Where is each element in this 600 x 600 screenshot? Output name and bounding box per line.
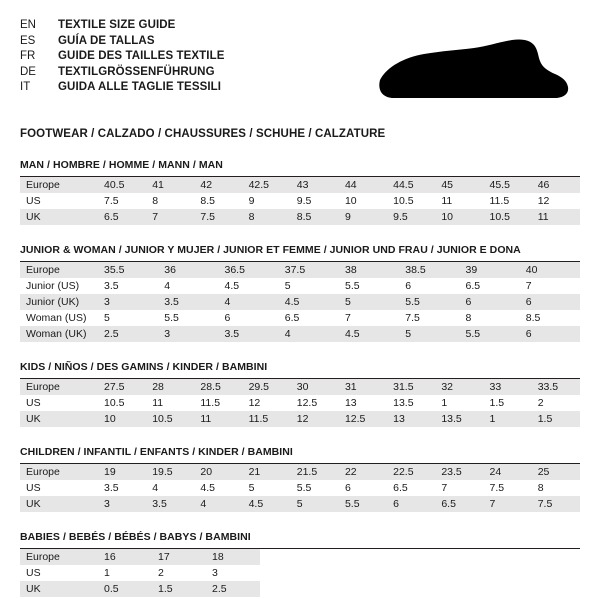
size-cell: 10.5	[98, 395, 146, 411]
size-cell: 6	[387, 496, 435, 512]
size-cell: 31.5	[387, 379, 435, 395]
size-cell: 43	[291, 177, 339, 193]
dress-shoe-icon	[372, 34, 572, 112]
size-cell: 4.5	[339, 326, 399, 342]
language-code: EN	[20, 19, 36, 31]
size-group-heading: KIDS / NIÑOS / DES GAMINS / KINDER / BAMBINI	[20, 361, 580, 379]
row-label: UK	[20, 496, 98, 512]
table-row	[20, 395, 580, 411]
size-cell: 5.5	[399, 294, 459, 310]
size-cell: 13	[339, 395, 387, 411]
size-cell: 3	[158, 326, 218, 342]
size-group	[20, 159, 580, 225]
size-cell: 21.5	[291, 464, 339, 480]
size-cell: 5.5	[158, 310, 218, 326]
size-cell: 4	[158, 278, 218, 294]
size-cell: 5	[279, 278, 339, 294]
size-cell: 5	[243, 480, 291, 496]
row-label: Europe	[20, 464, 98, 480]
size-cell: 38	[339, 262, 399, 278]
row-label: Junior (US)	[20, 278, 98, 294]
size-cell: 28.5	[194, 379, 242, 395]
size-cell: 3.5	[219, 326, 279, 342]
size-cell: 6	[339, 480, 387, 496]
size-cell: 2.5	[98, 326, 158, 342]
size-cell: 7.5	[194, 209, 242, 225]
size-tables-container	[20, 159, 580, 597]
size-cell: 35.5	[98, 262, 158, 278]
size-cell: 11	[532, 209, 580, 225]
size-table	[20, 549, 260, 597]
size-group-heading: CHILDREN / INFANTIL / ENFANTS / KINDER / BAMBINI	[20, 446, 580, 464]
size-cell: 1.5	[152, 581, 206, 597]
size-cell: 4	[146, 480, 194, 496]
size-cell: 6.5	[279, 310, 339, 326]
table-row	[20, 411, 580, 427]
size-cell: 33.5	[532, 379, 580, 395]
table-row	[20, 278, 580, 294]
size-cell: 6.5	[435, 496, 483, 512]
table-row	[20, 193, 580, 209]
table-row	[20, 480, 580, 496]
size-cell: 10.5	[146, 411, 194, 427]
table-row	[20, 565, 260, 581]
size-cell: 10	[435, 209, 483, 225]
row-label: US	[20, 395, 98, 411]
table-row	[20, 549, 260, 565]
size-cell: 8	[243, 209, 291, 225]
size-cell: 37.5	[279, 262, 339, 278]
size-cell: 10	[339, 193, 387, 209]
size-cell: 7	[339, 310, 399, 326]
size-cell: 11	[146, 395, 194, 411]
size-table	[20, 262, 580, 342]
size-cell: 22.5	[387, 464, 435, 480]
size-cell: 5	[98, 310, 158, 326]
size-cell: 40	[520, 262, 580, 278]
size-cell: 7	[435, 480, 483, 496]
language-title: TEXTILE SIZE GUIDE	[58, 19, 176, 31]
size-cell: 0.5	[98, 581, 152, 597]
language-code: FR	[20, 50, 36, 62]
size-cell: 6	[460, 294, 520, 310]
size-cell: 32	[435, 379, 483, 395]
size-cell: 41	[146, 177, 194, 193]
table-row	[20, 379, 580, 395]
table-row	[20, 209, 580, 225]
size-cell: 5.5	[291, 480, 339, 496]
size-cell: 29.5	[243, 379, 291, 395]
row-label: US	[20, 480, 98, 496]
size-cell: 3.5	[146, 496, 194, 512]
language-row	[20, 18, 225, 34]
size-cell: 6	[399, 278, 459, 294]
size-cell: 3.5	[158, 294, 218, 310]
size-cell: 42.5	[243, 177, 291, 193]
language-row	[20, 49, 225, 65]
size-cell: 4.5	[243, 496, 291, 512]
size-cell: 7.5	[98, 193, 146, 209]
size-cell: 1.5	[484, 395, 532, 411]
size-cell: 4	[194, 496, 242, 512]
size-group	[20, 446, 580, 512]
size-cell: 8.5	[520, 310, 580, 326]
size-cell: 36	[158, 262, 218, 278]
size-cell: 10.5	[387, 193, 435, 209]
size-cell: 11.5	[484, 193, 532, 209]
language-row	[20, 65, 225, 81]
size-cell: 12.5	[339, 411, 387, 427]
language-title-list	[20, 18, 225, 96]
size-cell: 11.5	[243, 411, 291, 427]
size-cell: 22	[339, 464, 387, 480]
size-cell: 8.5	[194, 193, 242, 209]
table-row	[20, 262, 580, 278]
size-cell: 7.5	[532, 496, 580, 512]
size-cell: 24	[484, 464, 532, 480]
size-cell: 5.5	[339, 496, 387, 512]
size-cell: 19.5	[146, 464, 194, 480]
size-cell: 9.5	[387, 209, 435, 225]
size-cell: 3.5	[98, 278, 158, 294]
size-cell: 7.5	[484, 480, 532, 496]
size-cell: 8	[460, 310, 520, 326]
size-cell: 12	[291, 411, 339, 427]
size-cell: 45	[435, 177, 483, 193]
size-cell: 4	[279, 326, 339, 342]
size-cell: 13.5	[435, 411, 483, 427]
row-label: Europe	[20, 177, 98, 193]
size-cell: 46	[532, 177, 580, 193]
size-cell: 25	[532, 464, 580, 480]
size-cell: 8	[532, 480, 580, 496]
language-row	[20, 80, 225, 96]
size-group	[20, 244, 580, 342]
size-cell: 33	[484, 379, 532, 395]
size-cell: 30	[291, 379, 339, 395]
row-label: Junior (UK)	[20, 294, 98, 310]
size-cell: 45.5	[484, 177, 532, 193]
page-header	[20, 18, 580, 112]
row-label: US	[20, 193, 98, 209]
table-row	[20, 496, 580, 512]
size-cell: 2.5	[206, 581, 260, 597]
size-cell: 6.5	[387, 480, 435, 496]
size-cell: 9	[339, 209, 387, 225]
table-row	[20, 310, 580, 326]
size-cell: 18	[206, 549, 260, 565]
size-cell: 42	[194, 177, 242, 193]
size-cell: 9	[243, 193, 291, 209]
size-cell: 4	[219, 294, 279, 310]
size-cell: 6.5	[460, 278, 520, 294]
size-group	[20, 361, 580, 427]
row-label: Woman (UK)	[20, 326, 98, 342]
size-cell: 5	[339, 294, 399, 310]
language-code: ES	[20, 34, 36, 47]
size-cell: 4.5	[219, 278, 279, 294]
language-title: GUÍA DE TALLAS	[58, 34, 155, 47]
size-cell: 12.5	[291, 395, 339, 411]
table-row	[20, 464, 580, 480]
size-cell: 10.5	[484, 209, 532, 225]
size-group-heading: MAN / HOMBRE / HOMME / MANN / MAN	[20, 159, 580, 177]
size-group	[20, 531, 580, 597]
size-cell: 5.5	[339, 278, 399, 294]
size-cell: 31	[339, 379, 387, 395]
size-cell: 28	[146, 379, 194, 395]
row-label: Europe	[20, 379, 98, 395]
size-group-heading: BABIES / BEBÉS / BÉBÉS / BABYS / BAMBINI	[20, 531, 580, 549]
size-table	[20, 177, 580, 225]
size-cell: 7	[484, 496, 532, 512]
language-code: IT	[20, 81, 31, 93]
size-group-heading: JUNIOR & WOMAN / JUNIOR Y MUJER / JUNIOR ET FEMME / JUNIOR UND FRAU / JUNIOR E DONA	[20, 244, 580, 262]
size-cell: 2	[532, 395, 580, 411]
size-cell: 6	[520, 326, 580, 342]
row-label: Europe	[20, 549, 98, 565]
size-cell: 38.5	[399, 262, 459, 278]
size-table	[20, 464, 580, 512]
size-cell: 1	[98, 565, 152, 581]
size-cell: 5	[291, 496, 339, 512]
size-cell: 44	[339, 177, 387, 193]
language-title: GUIDA ALLE TAGLIE TESSILI	[58, 81, 222, 93]
table-row	[20, 177, 580, 193]
size-cell: 27.5	[98, 379, 146, 395]
size-cell: 3	[98, 294, 158, 310]
size-cell: 17	[152, 549, 206, 565]
category-title: FOOTWEAR / CALZADO / CHAUSSURES / SCHUHE / CALZATURE	[20, 128, 386, 140]
size-cell: 11	[194, 411, 242, 427]
size-cell: 12	[532, 193, 580, 209]
size-cell: 7	[146, 209, 194, 225]
size-cell: 8	[146, 193, 194, 209]
table-row	[20, 294, 580, 310]
language-row	[20, 34, 225, 50]
size-cell: 6	[219, 310, 279, 326]
size-cell: 36.5	[219, 262, 279, 278]
size-cell: 6.5	[98, 209, 146, 225]
size-table	[20, 379, 580, 427]
size-cell: 8.5	[291, 209, 339, 225]
size-cell: 39	[460, 262, 520, 278]
size-cell: 4.5	[194, 480, 242, 496]
row-label: US	[20, 565, 98, 581]
size-cell: 23.5	[435, 464, 483, 480]
row-label: Europe	[20, 262, 98, 278]
size-cell: 9.5	[291, 193, 339, 209]
size-cell: 3	[206, 565, 260, 581]
table-row	[20, 581, 260, 597]
size-cell: 10	[98, 411, 146, 427]
size-cell: 21	[243, 464, 291, 480]
size-cell: 1	[484, 411, 532, 427]
size-cell: 2	[152, 565, 206, 581]
size-cell: 7.5	[399, 310, 459, 326]
size-cell: 19	[98, 464, 146, 480]
language-title: GUIDE DES TAILLES TEXTILE	[58, 50, 225, 62]
size-cell: 5	[399, 326, 459, 342]
size-cell: 3.5	[98, 480, 146, 496]
size-cell: 13	[387, 411, 435, 427]
size-cell: 20	[194, 464, 242, 480]
size-cell: 6	[520, 294, 580, 310]
size-cell: 1.5	[532, 411, 580, 427]
size-cell: 13.5	[387, 395, 435, 411]
size-cell: 40.5	[98, 177, 146, 193]
size-cell: 16	[98, 549, 152, 565]
size-cell: 11.5	[194, 395, 242, 411]
size-cell: 4.5	[279, 294, 339, 310]
size-cell: 12	[243, 395, 291, 411]
row-label: UK	[20, 411, 98, 427]
size-cell: 5.5	[460, 326, 520, 342]
table-row	[20, 326, 580, 342]
size-cell: 3	[98, 496, 146, 512]
language-code: DE	[20, 65, 36, 78]
size-cell: 7	[520, 278, 580, 294]
row-label: UK	[20, 581, 98, 597]
size-cell: 44.5	[387, 177, 435, 193]
row-label: UK	[20, 209, 98, 225]
size-cell: 11	[435, 193, 483, 209]
row-label: Woman (US)	[20, 310, 98, 326]
language-title: TEXTILGRÖSSENFÜHRUNG	[58, 65, 215, 78]
size-cell: 1	[435, 395, 483, 411]
